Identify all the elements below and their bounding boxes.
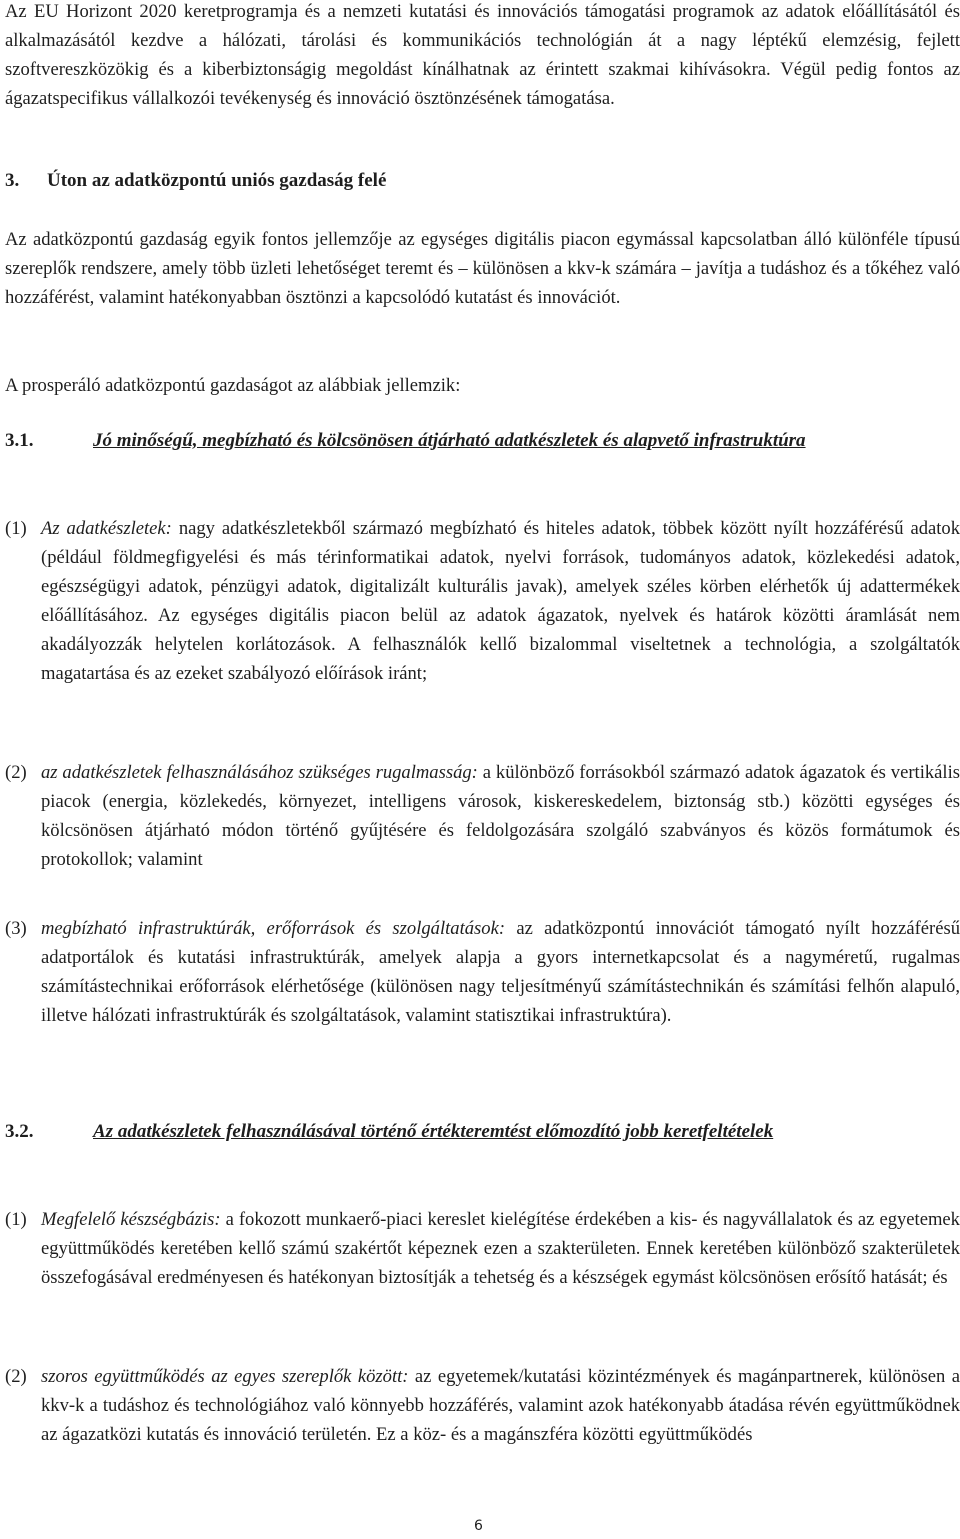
item-lead: Megfelelő készségbázis:	[41, 1209, 221, 1230]
item-body	[41, 1362, 960, 1449]
item-label: (1)	[5, 1209, 27, 1230]
intro-paragraph: Az EU Horizont 2020 keretprogramja és a nemzeti kutatási és innovációs támogatási programok az adatok előállításától és alkalmazásától kezdve a hálózati, tárolási és kommunikációs technológián át a nagy léptékű elemzésig, fejlett szoftvereszközökig és a kiberbiztonságig megoldást kínálhatnak az érintett szakmai kihívásokra. Végül pedig fontos az ágazatspecifikus vállalkozói tevékenység és innováció ösztönzésének támogatása.	[5, 1, 960, 109]
section-3-2-heading	[5, 1117, 960, 1146]
section-3-1-number: 3.1.	[5, 430, 34, 451]
section-3-paragraph-1: Az adatközpontú gazdaság egyik fontos jellemzője az egységes digitális piacon egymással kapcsolatban álló különféle típusú szereplők rendszere, amely több üzleti lehetőséget teremt és – különösen a kkv-k számára – javítja a tudáshoz és a tőkéhez való hozzáférést, valamint hatékonyabban ösztönzi a kapcsolódó kutatást és innovációt.	[5, 229, 960, 308]
item-lead: Az adatkészletek:	[41, 518, 172, 539]
section-3-paragraph-2: A prosperáló adatközpontú gazdaságot az alábbiak jellemzik:	[5, 375, 461, 396]
item-label: (2)	[5, 762, 27, 783]
item-lead: megbízható infrastruktúrák, erőforrások és szolgáltatások:	[41, 918, 506, 939]
item-label: (3)	[5, 918, 27, 939]
item-label: (2)	[5, 1366, 27, 1387]
section-3-1-item-3	[5, 914, 960, 1030]
item-body	[41, 1205, 960, 1292]
item-text: az adatközpontú innovációt támogató nyílt hozzáférésű adatportálok és kutatási infrastruktúrák, amelyek alapja a gyors internetkapcsolat és a nagyméretű, rugalmas számítástechnikai erőforrások elérhetősége (különösen nagy teljesítményű számítástechnikán és számítási felhőn alapuló, illetve hálózati infrastruktúrák és szolgáltatások, valamint statisztikai infrastruktúra).	[41, 918, 960, 1026]
item-body	[41, 514, 960, 688]
item-text: az egyetemek/kutatási közintézmények és magánpartnerek, különösen a kkv-k a tudáshoz és technológiához való könnyebb hozzáférés, valamint azok hatékonyabb átadása révén együttműködnek az ágazatközi kutatás és innováció területén. Ez a köz- és a magánszféra közötti együttműködés	[41, 1366, 960, 1445]
section-3-2-title: Az adatkészletek felhasználásával történő értékteremtést előmozdító jobb keretfeltételek	[93, 1121, 774, 1142]
section-3-1-item-1	[5, 514, 960, 688]
section-3-title: Úton az adatközpontú uniós gazdaság felé	[47, 170, 387, 191]
section-3-1-title: Jó minőségű, megbízható és kölcsönösen átjárható adatkészletek és alapvető infrastruktúra	[93, 430, 806, 451]
section-3-2-item-1	[5, 1205, 960, 1292]
section-3-2-item-2	[5, 1362, 960, 1449]
section-3-number: 3.	[5, 170, 20, 191]
item-text: a különböző forrásokból származó adatok ágazatok és vertikális piacok (energia, közlekedés, környezet, intelligens városok, kiskereskedelem, biztonság stb.) közötti egységes és kölcsönösen átjárható módon történő gyűjtésére és feldolgozására szolgáló szabványos és közös formátumok és protokollok; valamint	[41, 762, 960, 870]
item-label: (1)	[5, 518, 27, 539]
page-number: 6	[474, 1518, 483, 1534]
item-body	[41, 914, 960, 1030]
item-text: nagy adatkészletekből származó megbízható és hiteles adatok, többek között nyílt hozzáférésű adatok (például földmegfigyelési és más térinformatikai adatok, nyelvi források, tudományos adatok, közlekedési adatok, egészségügyi adatok, pénzügyi adatok, digitalizált kulturális javak), amelyek széles körben elérhetők új adattermékek előállításához. Az egységes digitális piacon belül az adatok ágazatok, nyelvek és határok közötti áramlását nem akadályozzák helytelen korlátozások. A felhasználók kellő bizalommal viseltetnek a technológia, a szolgáltatók magatartása és az ezeket szabályozó előírások iránt;	[41, 518, 960, 684]
item-lead: az adatkészletek felhasználásához szükséges rugalmasság:	[41, 762, 478, 783]
section-3-heading	[5, 166, 960, 195]
item-text: a fokozott munkaerő-piaci kereslet kielégítése érdekében a kis- és nagyvállalatok és az egyetemek együttműködés keretében kellő számú szakértőt képeznek ezen a szakterületen. Ennek keretében különböző szakterületek összefogásával eredményesen és hatékonyan biztosítják a tehetség és a készségek egymást kölcsönösen erősítő hatását; és	[41, 1209, 960, 1288]
item-lead: szoros együttműködés az egyes szereplők között:	[41, 1366, 409, 1387]
section-3-1-item-2	[5, 758, 960, 874]
section-3-1-heading	[5, 426, 960, 455]
item-body	[41, 758, 960, 874]
section-3-2-number: 3.2.	[5, 1121, 34, 1142]
